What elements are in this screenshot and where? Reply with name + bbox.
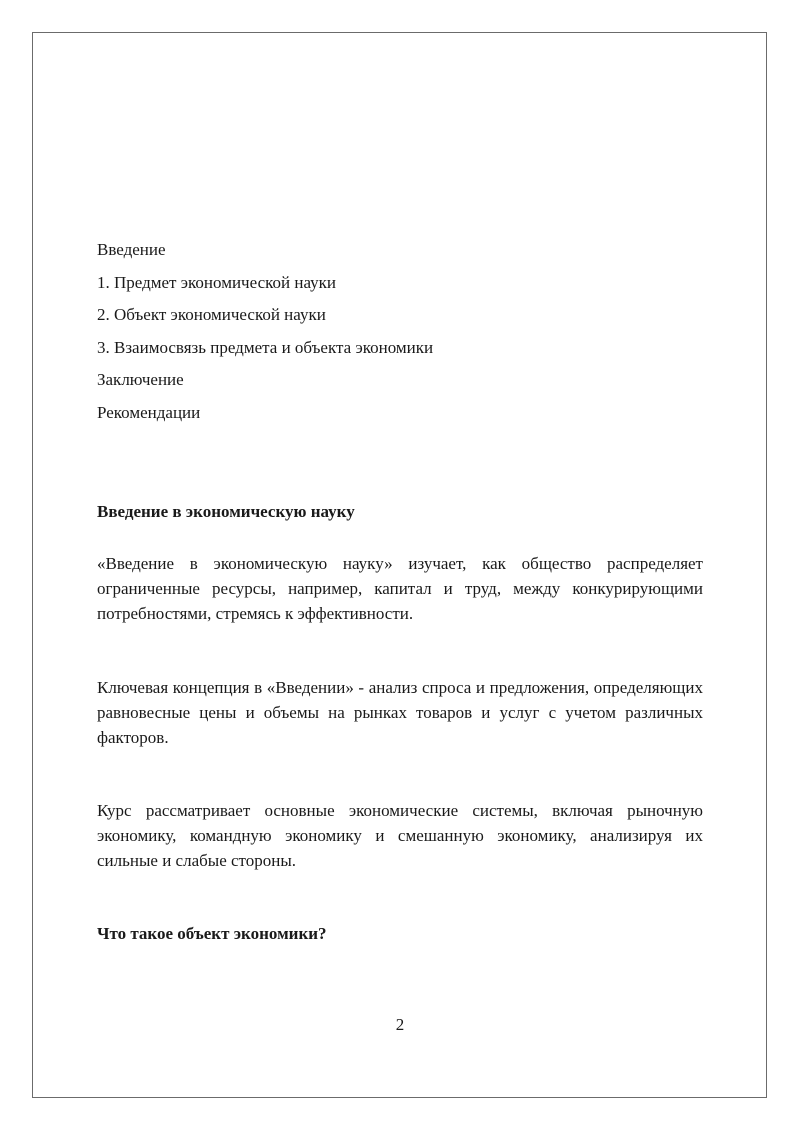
- page-number: 2: [395, 1015, 405, 1034]
- table-of-contents: [97, 240, 707, 436]
- toc-item-introduction[interactable]: Введение: [97, 240, 166, 259]
- toc-item-relationship[interactable]: 3. Взаимосвязь предмета и объекта экономики: [97, 337, 434, 357]
- paragraph-introduction-3: Курс рассматривает основные экономические системы, включая рыночную экономику, командную экономику и смешанную экономику, анализируя их сильные и слабые стороны.: [97, 801, 703, 870]
- toc-item-object[interactable]: 2. Объект экономической науки: [97, 305, 326, 325]
- section-heading-object: Что такое объект экономики?: [97, 924, 327, 943]
- toc-item-subject[interactable]: 1. Предмет экономической науки: [97, 272, 336, 292]
- paragraph-introduction-2: Ключевая концепция в «Введении» - анализ спроса и предложения, определяющих равновесные цены и объемы на рынках товаров и услуг с учетом различных факторов.: [97, 678, 703, 747]
- section-heading-introduction: Введение в экономическую науку: [97, 502, 355, 521]
- toc-item-recommendations[interactable]: Рекомендации: [97, 402, 201, 422]
- paragraph-introduction-1: «Введение в экономическую науку» изучает, как общество распределяет ограниченные ресурсы, например, капитал и труд, между конкурирующими потребностями, стремясь к эффективности.: [97, 554, 703, 623]
- toc-item-conclusion[interactable]: Заключение: [97, 370, 184, 390]
